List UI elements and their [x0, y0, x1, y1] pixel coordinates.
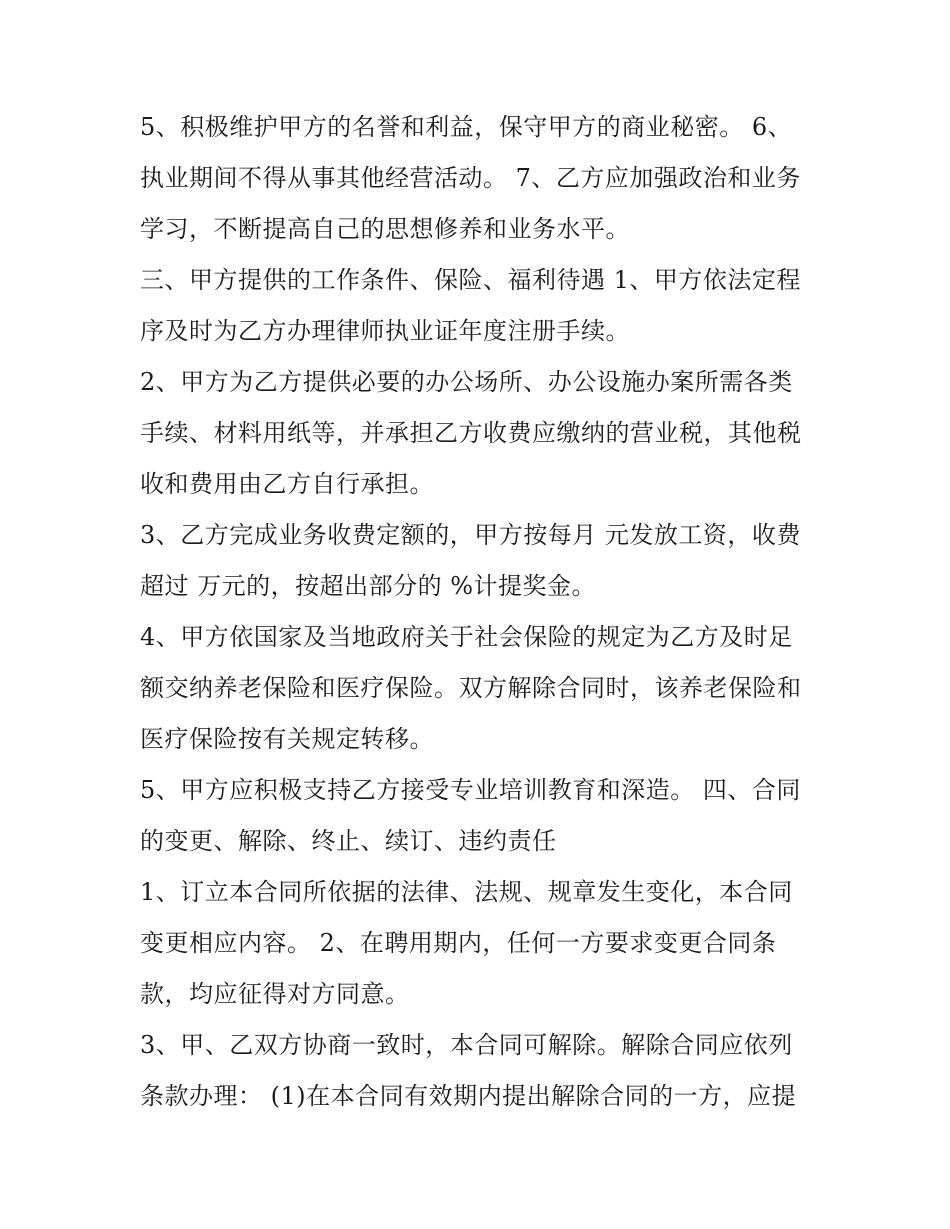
text-line: 1、订立本合同所依据的法律、法规、规章发生变化，本合同	[140, 878, 793, 906]
paragraph-clause-5-training	[140, 765, 820, 867]
text-line: 条款办理： (1)在本合同有效期内提出解除合同的一方，应提	[140, 1082, 797, 1110]
paragraph-clause-5-7	[140, 102, 820, 255]
text-line: 额交纳养老保险和医疗保险。双方解除合同时，该养老保险和	[140, 674, 802, 702]
paragraph-clause-1-change	[140, 867, 820, 1020]
text-line: 执业期间不得从事其他经营活动。 7、乙方应加强政治和业务	[140, 164, 801, 192]
text-line: 3、甲、乙双方协商一致时，本合同可解除。解除合同应依列	[140, 1031, 793, 1059]
text-line: 5、甲方应积极支持乙方接受专业培训教育和深造。 四、合同	[140, 776, 801, 804]
text-line: 5、积极维护甲方的名誉和利益，保守甲方的商业秘密。 6、	[140, 113, 793, 141]
text-line: 3、乙方完成业务收费定额的，甲方按每月 元发放工资，收费	[140, 521, 801, 549]
text-line: 超过 万元的，按超出部分的 %计提奖金。	[140, 572, 597, 600]
text-line: 学习，不断提高自己的思想修养和业务水平。	[140, 215, 630, 243]
text-line: 款，均应征得对方同意。	[140, 980, 410, 1008]
text-line: 变更相应内容。 2、在聘用期内，任何一方要求变更合同条	[140, 929, 777, 957]
text-line: 2、甲方为乙方提供必要的办公场所、办公设施办案所需各类	[140, 368, 793, 396]
paragraph-clause-4-insurance	[140, 612, 820, 765]
text-line: 4、甲方依国家及当地政府关于社会保险的规定为乙方及时足	[140, 623, 793, 651]
paragraph-clause-3-termination	[140, 1020, 820, 1122]
paragraph-section-3-heading	[140, 255, 820, 357]
document-body	[140, 102, 820, 1122]
text-line: 收和费用由乙方自行承担。	[140, 470, 434, 498]
text-line: 序及时为乙方办理律师执业证年度注册手续。	[140, 317, 630, 345]
paragraph-clause-2-office	[140, 357, 820, 510]
paragraph-clause-3-salary	[140, 510, 820, 612]
text-line: 手续、材料用纸等，并承担乙方收费应缴纳的营业税，其他税	[140, 419, 802, 447]
text-line: 医疗保险按有关规定转移。	[140, 725, 434, 753]
text-line: 三、甲方提供的工作条件、保险、福利待遇 1、甲方依法定程	[140, 266, 801, 294]
text-line: 的变更、解除、终止、续订、违约责任	[140, 827, 557, 855]
